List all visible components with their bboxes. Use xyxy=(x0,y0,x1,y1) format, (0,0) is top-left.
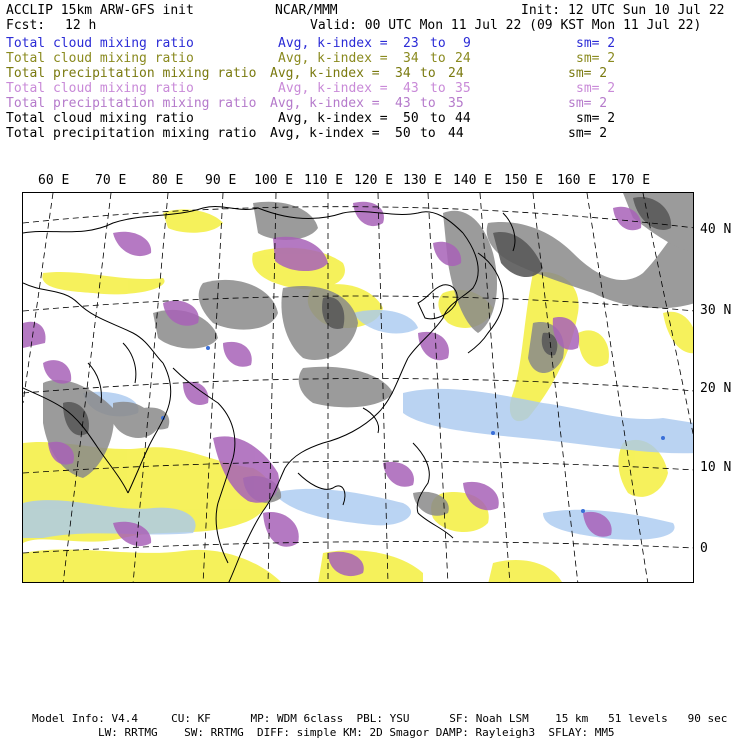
lon-label: 140 E xyxy=(453,173,493,188)
legend-k2: 9 xyxy=(463,36,471,51)
init-time: Init: 12 UTC Sun 10 Jul 22 xyxy=(521,3,725,18)
legend-k1: 50 xyxy=(395,126,411,141)
lon-label: 80 E xyxy=(152,173,184,188)
model-title: ACCLIP 15km ARW-GFS init xyxy=(6,3,194,18)
map-canvas xyxy=(23,193,694,583)
lat-label: 10 N xyxy=(700,460,732,475)
legend-k1: 43 xyxy=(403,81,419,96)
lon-label: 60 E xyxy=(38,173,70,188)
lon-label: 110 E xyxy=(304,173,344,188)
lon-label: 90 E xyxy=(205,173,237,188)
legend-k1: 43 xyxy=(395,96,411,111)
lat-label: 0 xyxy=(700,541,708,556)
legend-k1: 23 xyxy=(403,36,419,51)
legend-k2: 24 xyxy=(455,51,471,66)
legend-avg: Avg, k-index = xyxy=(270,126,380,141)
org-label: NCAR/MMM xyxy=(275,3,338,18)
model-info-line2: LW: RRTMG SW: RRTMG DIFF: simple KM: 2D Smagor DAMP: Rayleigh3 SFLAY: MM5 xyxy=(98,726,615,739)
legend-sm: sm= 2 xyxy=(576,36,616,51)
legend-k1: 50 xyxy=(403,111,419,126)
lon-label: 130 E xyxy=(403,173,443,188)
legend-to: to xyxy=(430,51,446,66)
lat-label: 40 N xyxy=(700,222,732,237)
map-panel xyxy=(22,192,694,583)
legend-avg: Avg, k-index = xyxy=(270,96,380,111)
legend-sm: sm= 2 xyxy=(576,51,616,66)
legend-field: Total precipitation mixing ratio xyxy=(6,126,257,141)
legend-k1: 34 xyxy=(395,66,411,81)
legend-field: Total cloud mixing ratio xyxy=(6,81,194,96)
legend-field: Total precipitation mixing ratio xyxy=(6,96,257,111)
legend-k2: 24 xyxy=(448,66,464,81)
legend-k2: 35 xyxy=(455,81,471,96)
fcst-value: 12 h xyxy=(65,18,97,33)
model-info-line1: Model Info: V4.4 CU: KF MP: WDM 6class PBL: YSU SF: Noah LSM 15 km 51 levels 90 sec xyxy=(32,712,728,725)
fcst-label: Fcst: xyxy=(6,18,46,33)
lon-label: 160 E xyxy=(557,173,597,188)
legend-field: Total cloud mixing ratio xyxy=(6,36,194,51)
legend-to: to xyxy=(420,96,436,111)
legend-avg: Avg, k-index = xyxy=(278,36,388,51)
legend-k2: 44 xyxy=(448,126,464,141)
legend-avg: Avg, k-index = xyxy=(270,66,380,81)
legend-sm: sm= 2 xyxy=(568,96,608,111)
lon-label: 170 E xyxy=(611,173,651,188)
legend-to: to xyxy=(420,66,436,81)
legend-to: to xyxy=(420,126,436,141)
legend-field: Total cloud mixing ratio xyxy=(6,111,194,126)
lon-label: 120 E xyxy=(354,173,394,188)
legend-to: to xyxy=(430,111,446,126)
legend-sm: sm= 2 xyxy=(568,126,608,141)
legend-field: Total cloud mixing ratio xyxy=(6,51,194,66)
legend-to: to xyxy=(430,36,446,51)
lon-label: 150 E xyxy=(504,173,544,188)
lat-label: 30 N xyxy=(700,303,732,318)
legend-k2: 44 xyxy=(455,111,471,126)
legend-avg: Avg, k-index = xyxy=(278,111,388,126)
lon-label: 100 E xyxy=(254,173,294,188)
legend-k2: 35 xyxy=(448,96,464,111)
legend-avg: Avg, k-index = xyxy=(278,51,388,66)
legend-field: Total precipitation mixing ratio xyxy=(6,66,257,81)
legend-sm: sm= 2 xyxy=(576,81,616,96)
legend-sm: sm= 2 xyxy=(576,111,616,126)
legend-sm: sm= 2 xyxy=(568,66,608,81)
valid-time: Valid: 00 UTC Mon 11 Jul 22 (09 KST Mon 11 Jul 22) xyxy=(310,18,702,33)
legend-avg: Avg, k-index = xyxy=(278,81,388,96)
legend-to: to xyxy=(430,81,446,96)
lon-label: 70 E xyxy=(95,173,127,188)
legend-k1: 34 xyxy=(403,51,419,66)
lat-label: 20 N xyxy=(700,381,732,396)
